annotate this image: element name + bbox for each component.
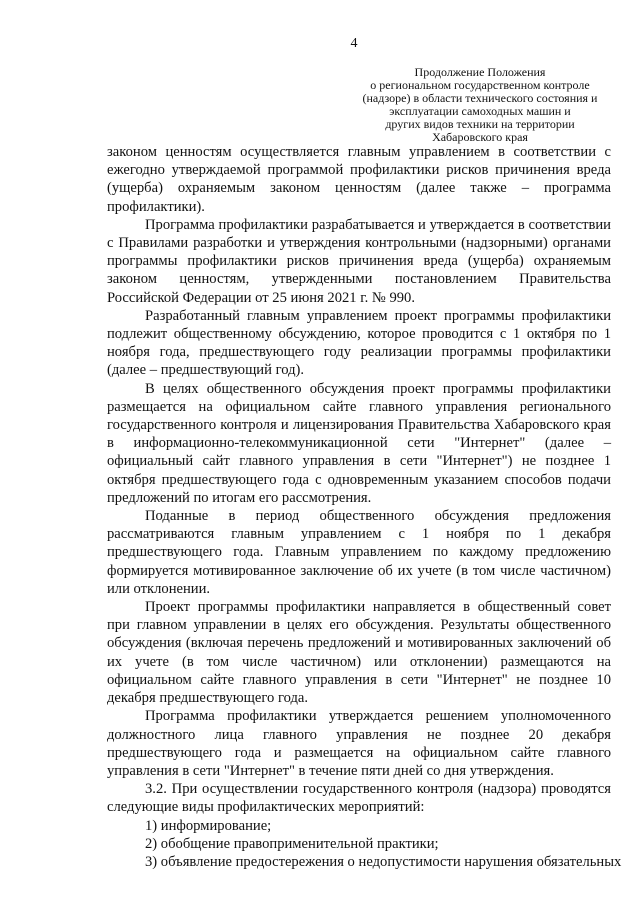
paragraph-public-council: Проект программы профилактики направляется в общественный совет при главном управлении в целях его обсуждения. Результаты общественного обсуждения (включая перечень предложений и мотивированных заключений об их учете (в том числе частичном) или отклонении) размещаются на официальном сайте главного управления в сети "Интернет" не позднее 10 декабря предшествующего года.: [107, 599, 611, 707]
header-line: Хабаровского края: [432, 130, 528, 144]
document-header: [340, 66, 620, 144]
header-line: эксплуатации самоходных машин и: [389, 104, 571, 118]
page-number: 4: [350, 36, 358, 51]
list-item: 2) обобщение правоприменительной практики;: [145, 835, 439, 852]
paragraph-approval: Программа профилактики утверждается решением уполномоченного должностного лица главного управления не позднее 20 декабря предшествующего года и размещается на официальном сайте главного управления в сети "Интернет" в течение пяти дней со дня утверждения.: [107, 708, 611, 779]
paragraph-continuation: законом ценностям осуществляется главным управлением в соответствии с ежегодно утверждаемой программой профилактики рисков причинения вреда (ущерба) охраняемым законом ценностям (далее также – программа профилактики).: [107, 144, 611, 215]
paragraph-section-3-2: 3.2. При осуществлении государственного контроля (надзора) проводятся следующие виды профилактических мероприятий:: [107, 781, 611, 816]
document-body: [107, 143, 622, 871]
list-item: 3) объявление предостережения о недопустимости нарушения обязательных: [145, 853, 622, 870]
list-item: 1) информирование;: [145, 817, 272, 834]
paragraph-proposals: Поданные в период общественного обсуждения предложения рассматриваются главным управлением с 1 ноября по 1 декабря предшествующего года. Главным управлением по каждому предложению формируется мотивированное заключение об их учете (в том числе частичном) или отклонении.: [107, 508, 611, 597]
header-line: (надзоре) в области технического состояния и: [362, 91, 598, 105]
header-line: о региональном государственном контроле: [370, 78, 590, 92]
paragraph-program-development: Программа профилактики разрабатывается и утверждается в соответствии с Правилами разработки и утверждения контрольными (надзорными) органами программы профилактики рисков причинения вреда (ущерба) охраняемым законом ценностям, утвержденными постановлением Правительства Российской Федерации от 25 июня 2021 г. № 990.: [107, 216, 611, 306]
paragraph-public-discussion: Разработанный главным управлением проект программы профилактики подлежит общественному обсуждению, которое проводится с 1 октября по 1 ноября года, предшествующего году реализации программы профилактики (далее – предшествующий год).: [107, 307, 611, 379]
paragraph-publication: В целях общественного обсуждения проект программы профилактики размещается на официальном сайте главного управления регионального государственного контроля и лицензирования Правительства Хабаровского края в информационно-телекоммуникационной сети "Интернет" (далее – официальный сайт главного управления в сети "Интернет") не позднее 1 октября предшествующего года с одновременным указанием способов подачи предложений по итогам его рассмотрения.: [107, 380, 611, 506]
header-line: других видов техники на территории: [385, 117, 575, 131]
header-line: Продолжение Положения: [414, 65, 546, 79]
